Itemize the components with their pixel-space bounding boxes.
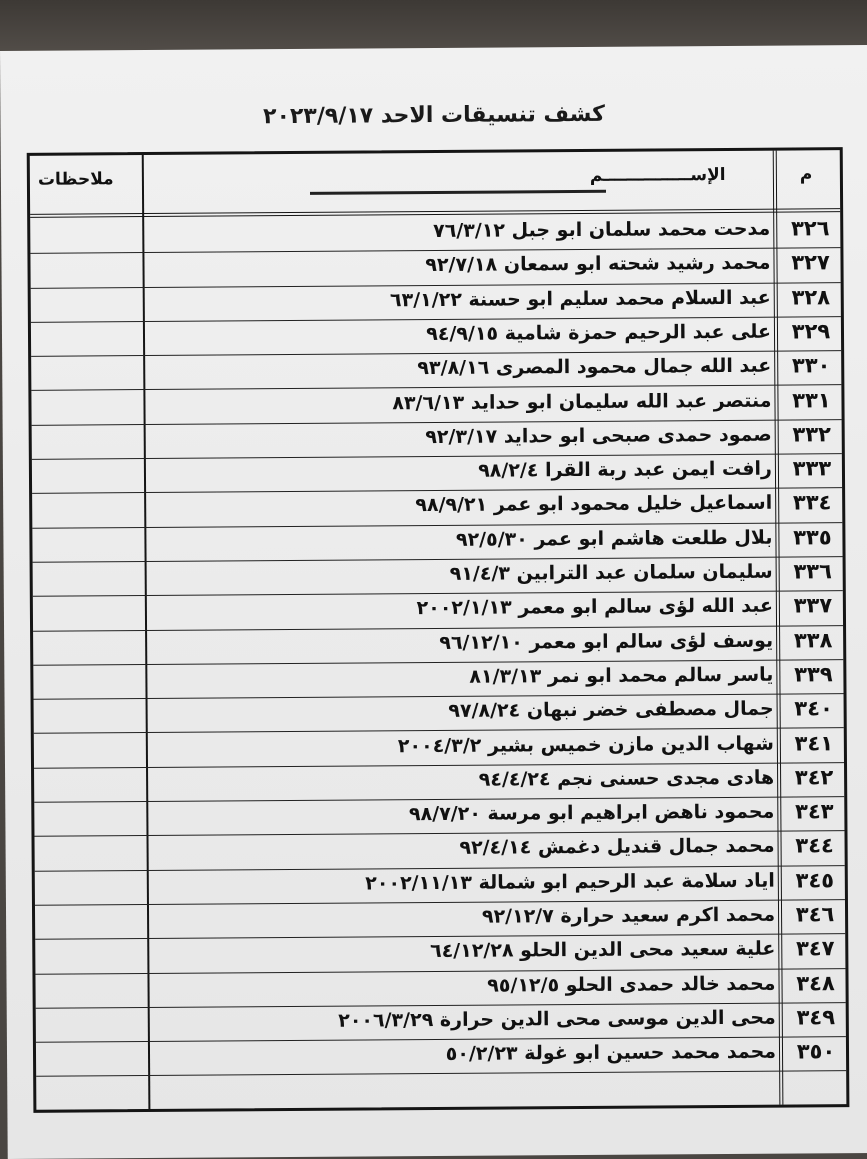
row-number: ٣٤٧ [795, 936, 835, 961]
page-title: كشف تنسيقات الاحد ٢٠٢٣/٩/١٧ [263, 101, 605, 130]
table-row [31, 317, 841, 357]
row-notes [34, 531, 142, 532]
row-notes [36, 805, 144, 806]
row-name: عبد الله لؤى سالم ابو معمر ٢٠٠٢/١/١٣ [416, 594, 773, 620]
table-row [32, 454, 842, 494]
table-row [36, 1037, 846, 1077]
table-row [32, 523, 842, 563]
row-name: سليمان سلمان عبد الترابين ٩١/٤/٣ [449, 560, 773, 585]
row-number: ٣٢٦ [790, 216, 830, 241]
row-notes [37, 908, 145, 909]
row-notes [36, 737, 144, 738]
row-name: محمد رشيد شحته ابو سمعان ٩٢/٧/١٨ [425, 251, 771, 277]
row-name: محى الدين موسى محى الدين حرارة ٢٠٠٦/٣/٢٩ [338, 1006, 776, 1032]
row-number: ٣٣٢ [792, 422, 832, 447]
row-notes [36, 702, 144, 703]
row-name: عبد السلام محمد سليم ابو حسنة ٦٣/١/٢٢ [389, 286, 771, 311]
row-name: محمود ناهض ابراهيم ابو مرسة ٩٨/٧/٢٠ [408, 800, 775, 826]
row-notes [33, 291, 141, 292]
table-row [35, 900, 845, 940]
row-name: اسماعيل خليل محمود ابو عمر ٩٨/٩/٢١ [415, 492, 773, 517]
table-row [34, 694, 844, 734]
table-row [34, 729, 844, 769]
row-notes [36, 771, 144, 772]
row-number: ٣٣٣ [792, 456, 832, 481]
row-number: ٣٤١ [794, 730, 834, 755]
row-notes [35, 599, 143, 600]
row-notes [37, 977, 145, 978]
row-number: ٣٣٤ [792, 490, 832, 515]
table-row [33, 557, 843, 597]
row-notes [38, 1045, 146, 1046]
table-row [35, 866, 845, 906]
row-name: محمد جمال قنديل دغمش ٩٢/٤/١٤ [459, 835, 775, 860]
row-name: صمود حمدى صبحى ابو حدايد ٩٢/٣/١٧ [425, 423, 772, 448]
row-number: ٣٤٤ [795, 833, 834, 858]
row-number: ٣٣٥ [793, 524, 832, 550]
table-header [30, 150, 840, 218]
row-notes [32, 256, 140, 257]
row-name: علية سعيد محى الدين الحلو ٦٤/١٢/٢٨ [429, 937, 776, 963]
table-row [35, 969, 845, 1009]
row-number: ٣٣٧ [793, 593, 833, 618]
table-row [33, 626, 843, 666]
row-notes [35, 634, 143, 635]
row-name: يوسف لؤى سالم ابو معمر ٩٦/١٢/١٠ [439, 629, 774, 654]
table-row [30, 214, 840, 254]
row-notes [33, 359, 141, 360]
row-number: ٣٣١ [792, 387, 831, 413]
table-row [34, 832, 844, 872]
row-number: ٣٤٢ [794, 765, 834, 790]
row-name: محمد اكرم سعيد حرارة ٩٢/١٢/٧ [481, 903, 776, 928]
row-number: ٣٣٦ [793, 559, 832, 584]
row-name: رافت ايمن عبد ربة القرا ٩٨/٢/٤ [478, 457, 773, 482]
table-row [32, 420, 842, 460]
row-name: محمد خالد حمدى الحلو ٩٥/١٢/٥ [487, 972, 776, 997]
table-row [31, 283, 841, 323]
row-number: ٣٣٠ [791, 353, 831, 378]
row-name: اياد سلامة عبد الرحيم ابو شمالة ٢٠٠٢/١١/١٣ [365, 869, 775, 895]
row-name: بلال طلعت هاشم ابو عمر ٩٢/٥/٣٠ [455, 526, 773, 551]
row-notes [34, 496, 142, 497]
row-number: ٣٤٨ [796, 970, 835, 996]
header-name-underline [310, 190, 606, 195]
data-table [27, 147, 850, 1113]
row-name: ياسر سالم محمد ابو نمر ٨١/٣/١٣ [469, 663, 774, 688]
row-number: ٣٤٥ [795, 867, 835, 893]
header-name: الإســـــــــــــــم [589, 164, 726, 186]
row-name: هادى مجدى حسنى نجم ٩٤/٤/٢٤ [478, 766, 775, 791]
row-notes [38, 1011, 146, 1012]
row-number: ٣٢٨ [791, 284, 831, 310]
row-name: محمد محمد حسين ابو غولة ٥٠/٢/٢٣ [445, 1040, 777, 1066]
row-notes [37, 942, 145, 943]
header-notes: ملاحظات [37, 169, 114, 190]
table-row [34, 797, 844, 837]
row-notes [37, 874, 145, 875]
row-number: ٣٤٣ [795, 799, 834, 824]
row-name: مدحت محمد سلمان ابو جبل ٧٦/٣/١٢ [433, 217, 771, 243]
row-notes [32, 222, 140, 223]
row-name: شهاب الدين مازن خميس بشير ٢٠٠٤/٣/٢ [397, 732, 774, 757]
table-row [33, 591, 843, 631]
table-row [30, 248, 840, 288]
table-row [32, 489, 842, 529]
row-name: على عبد الرحيم حمزة شامية ٩٤/٩/١٥ [426, 320, 772, 345]
paper-sheet [0, 45, 867, 1159]
row-number: ٣٥٠ [796, 1039, 836, 1064]
table-row [31, 351, 841, 391]
row-notes [33, 394, 141, 395]
table-row [31, 386, 841, 426]
table-row [34, 763, 844, 803]
header-number: م [799, 164, 813, 185]
row-number: ٣٢٧ [791, 250, 830, 275]
row-number: ٣٤٠ [794, 696, 833, 721]
row-number: ٣٤٦ [795, 902, 835, 927]
table-row [33, 660, 843, 700]
row-notes [34, 462, 142, 463]
row-name: منتصر عبد الله سليمان ابو حدايد ٨٣/٦/١٣ [392, 389, 772, 414]
row-number: ٣٣٨ [793, 627, 833, 653]
row-name: جمال مصطفى خضر نبهان ٩٧/٨/٢٤ [448, 697, 774, 723]
table-row [35, 934, 845, 974]
row-notes [35, 565, 143, 566]
row-number: ٣٢٩ [791, 319, 831, 344]
row-notes [33, 325, 141, 326]
row-number: ٣٤٩ [796, 1005, 836, 1030]
row-number: ٣٣٩ [794, 662, 833, 687]
row-notes [37, 839, 145, 840]
row-notes [35, 668, 143, 669]
table-row [36, 1003, 846, 1043]
row-name: عبد الله جمال محمود المصرى ٩٣/٨/١٦ [417, 354, 772, 380]
row-notes [34, 428, 142, 429]
